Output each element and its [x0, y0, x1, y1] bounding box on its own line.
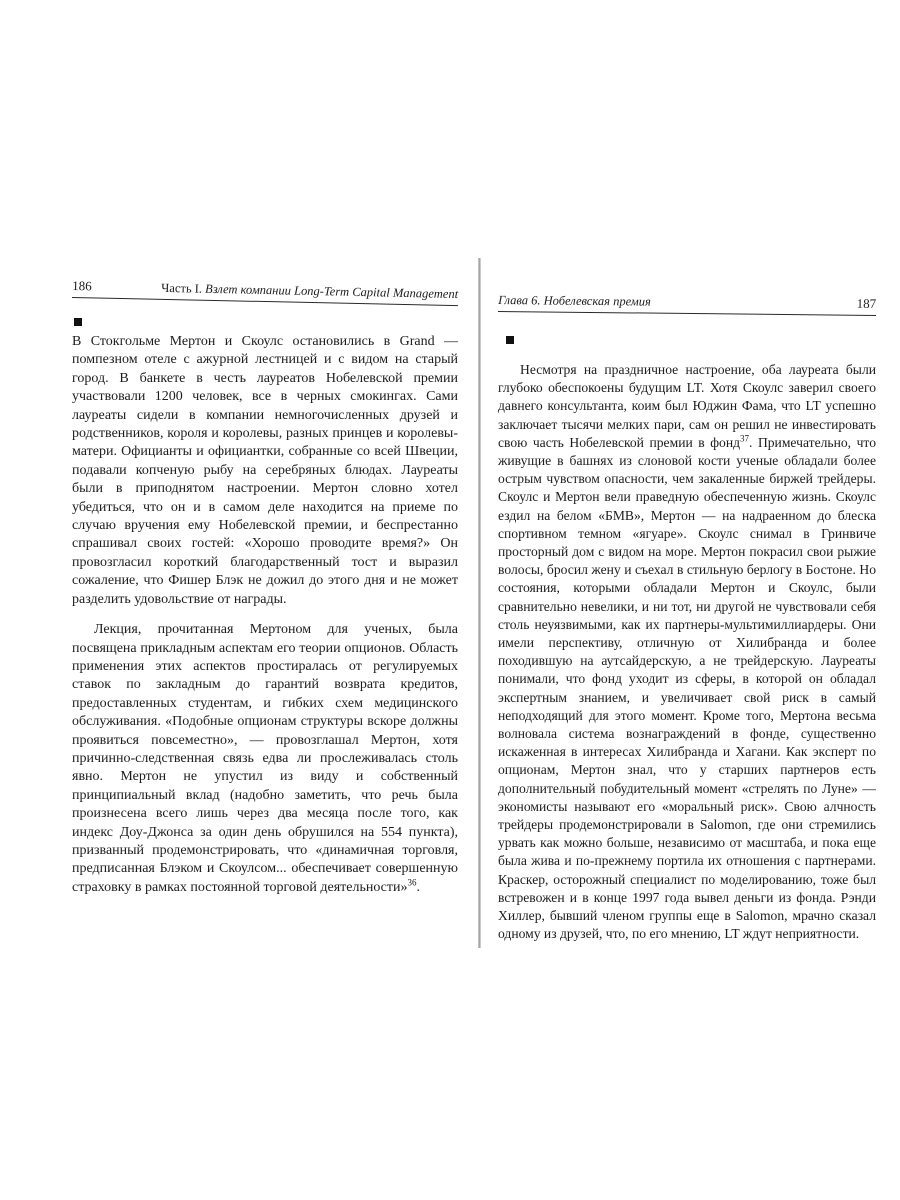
right-running-head: [498, 292, 876, 316]
running-head-part-title: Взлет компании Long-Term Capital Management: [204, 281, 459, 302]
footnote-ref: 36: [407, 877, 417, 888]
left-page-body: [72, 333, 458, 897]
paragraph-text: Лекция, прочитанная Мертоном для ученых, была посвящена прикладным аспектам его теории опционов. Область применения этих аспектов простиралась от регулируемых ставок по закладным до гарантий возврата кредитов, предоставленных студентам, и гибких схем медицинского обслуживания. «Подобные опционам структуры вскоре должны проявиться повсеместно», — провозглашал Мертон, хотя причинно-следственная связь едва ли прослеживалась столь явно. Мертон не упустил из виду и собственный принципиальный вклад (надобно заметить, что речь была произнесена всего лишь через два месяца после того, как индекс Доу-Джонса за один день обрушился на 554 пункта), призванный продемонстрировать, что «динамичная торговля, предписанная Блэком и Скоулсом... обеспечивает совершенную страховку в рамках постоянной торговой деятельности»: [72, 622, 458, 895]
section-marker-square: [506, 336, 514, 344]
paragraph-text: Несмотря на праздничное настроение, оба лауреата были глубоко обеспокоены будущим LT. Хотя Скоулс заверил своего давнего консультанта, коим был Юджин Фама, что LT успешно заключает тысячи мелких пари, сам он решил не инвестировать свою часть Нобелевской премии в фонд: [498, 362, 876, 450]
right-running-head-title: [498, 293, 651, 310]
right-page: [498, 292, 876, 944]
left-running-head-title: [161, 281, 458, 302]
book-gutter: [478, 258, 481, 948]
running-head-part: Часть I.: [161, 280, 203, 296]
section-marker-square: [74, 318, 82, 326]
running-head-chapter: Глава 6. Нобелевская премия: [498, 293, 651, 309]
left-page-number: 186: [72, 278, 92, 294]
right-page-body: [498, 361, 876, 944]
footnote-ref: 37: [740, 433, 750, 444]
paragraph: В Стокгольме Мертон и Скоулс остановились в Grand — помпезном отеле с ажурной лестницей и с видом на старый город. В банкете в честь лауреатов Нобелевской премии участвовали 1200 человек, все в черных смокингах. Сами лауреаты сидели в компании немногочисленных друзей и родственников, короля и королевы, разных принцев и королевы-матери. Официанты и официантки, собранные со всей Швеции, подавали копченую рыбу на серебряных блюдах. Лауреаты были в приподнятом настроении. Мертон словно хотел убедиться, что он и в самом деле находится на приеме по случаю вручения ему Нобелевской премии, и беспрестанно спрашивал своих гостей: «Хорошо проводите время?» Он провозгласил короткий благодарственный тост и выразил сожаление, что Фишер Блэк не дожил до этого дня и не может разделить удовольствие от награды.: [72, 334, 458, 607]
left-page: [72, 278, 458, 897]
paragraph: [498, 361, 876, 944]
paragraph: [72, 621, 458, 897]
paragraph-end: .: [416, 879, 421, 895]
left-running-head: [72, 278, 458, 306]
right-page-number: 187: [856, 295, 877, 311]
paragraph-text-continued: . Примечательно, что живущие в башнях из слоновой кости ученые обладали более острым чувством опасности, чем закаленные биржей трейдеры. Скоулс и Мертон вели праведную обеспеченную жизнь. Скоулс ездил на белом «БМВ», Мертон — на надраенном до блеска спортивном темном «ягуаре». Скоулс снимал в Гринвиче просторный дом с видом на море. Мертон покрасил свои рыжие волосы, бросил жену и съехал в стильную берлогу в Бостоне. Но состояния, которыми обладали Мертон и Скоулс, были сравнительно невелики, и ни тот, ни другой не чувствовали себя столь неуязвимыми, как их партнеры-мультимиллиардеры. Они имели перспективу, отличную от Хилибранда и более походившую на аутсайдерскую, а не трейдерскую. Лауреаты понимали, что фонд уходит из сферы, в которой он обладал экспертным знанием, и увеличивает свой риск в самый неподходящий для этого момент. Кроме того, Мертона весьма волновала система вознаграждений в фонде, существенно искаженная в интересах Хилибранда и Хагани. Как эксперт по опционам, Мертон знал, что у старших партнеров есть дополнительный побудительный момент «стрелять по Луне» — экономисты называют его «моральный риск». Свою алчность трейдеры продемонстрировали в Salomon, где они стремились урвать как можно больше, независимо от масштаба, и пока еще была жива и по-прежнему портила их отношения с партнерами. Краскер, осторожный специалист по моделированию, тоже был встревожен и в конце 1997 года вывел деньги из фонда. Рэнди Хиллер, бывший членом группы еще в Salomon, мрачно сказал одному из друзей, что, по его мнению, LT ждут неприятности.: [498, 434, 876, 942]
